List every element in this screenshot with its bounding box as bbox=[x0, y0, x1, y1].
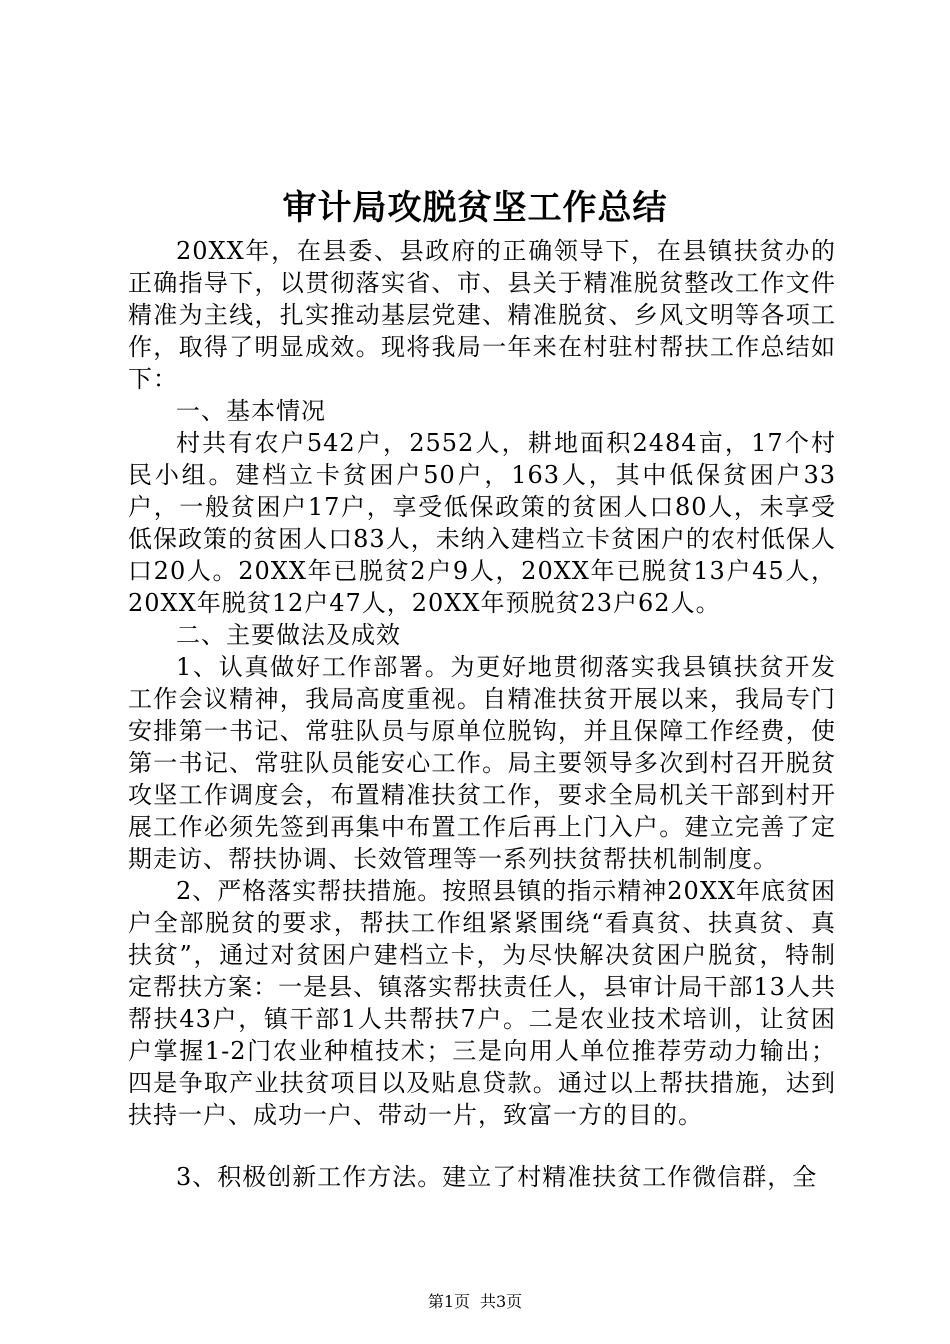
document-body bbox=[128, 235, 836, 1193]
page-footer bbox=[0, 1290, 950, 1314]
paragraph-intro: 20XX年，在县委、县政府的正确领导下，在县镇扶贫办的正确指导下，以贯彻落实省、市、县关于精准脱贫整改工作文件精准为主线，扎实推动基层党建、精准脱贫、乡风文明等各项工作，取得了明显成效。现将我局一年来在村驻村帮扶工作总结如下： bbox=[128, 237, 836, 393]
section-heading-basic: 一、基本情况 bbox=[176, 397, 326, 425]
page-total: 共3页 bbox=[480, 1292, 523, 1311]
paragraph-measure-1: 1、认真做好工作部署。为更好地贯彻落实我县镇扶贫开发工作会议精神，我局高度重视。自精准扶贫开展以来，我局专门安排第一书记、常驻队员与原单位脱钩，并且保障工作经费，使第一书记、常驻队员能安心工作。局主要领导多次到村召开脱贫攻坚工作调度会，布置精准扶贫工作，要求全局机关干部到村开展工作必须先签到再集中布置工作后再上门入户。建立完善了定期走访、帮扶协调、长效管理等一系列扶贫帮扶机制制度。 bbox=[128, 653, 836, 873]
paragraph-measure-3: 3、积极创新工作方法。建立了村精准扶贫工作微信群，全 bbox=[176, 1163, 818, 1191]
section-heading-measures: 二、主要做法及成效 bbox=[176, 621, 401, 649]
document-title: 审计局攻脱贫坚工作总结 bbox=[282, 188, 668, 228]
paragraph-basic-situation: 村共有农户542户，2552人，耕地面积2484亩，17个村民小组。建档立卡贫困户50户，163人，其中低保贫困户33户，一般贫困户17户，享受低保政策的贫困人口80人，未享受低保政策的贫困人口83人，未纳入建档立卡贫困户的农村低保人口20人。20XX年已脱贫2户9人，20XX年已脱贫13户45人，20XX年脱贫12户47人，20XX年预脱贫23户62人。 bbox=[128, 429, 836, 617]
page-number: 第1页 bbox=[427, 1292, 470, 1311]
paragraph-measure-2: 2、严格落实帮扶措施。按照县镇的指示精神20XX年底贫困户全部脱贫的要求，帮扶工作组紧紧围绕“看真贫、扶真贫、真扶贫”，通过对贫困户建档立卡，为尽快解决贫困户脱贫，特制定帮扶方案：一是县、镇落实帮扶责任人，县审计局干部13人共帮扶43户，镇干部1人共帮扶7户。二是农业技术培训，让贫困户掌握1-2门农业种植技术；三是向用人单位推荐劳动力输出；四是争取产业扶贫项目以及贴息贷款。通过以上帮扶措施，达到扶持一户、成功一户、带动一片，致富一方的目的。 bbox=[128, 877, 836, 1129]
